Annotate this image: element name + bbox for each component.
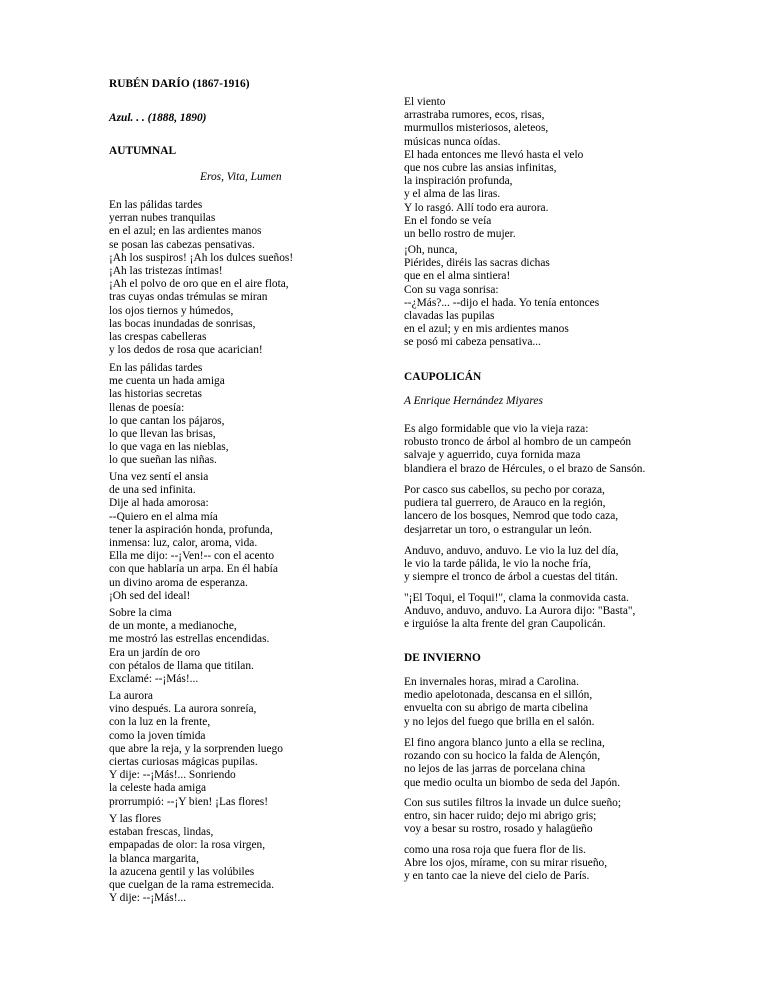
- stanza: [404, 797, 621, 837]
- verse-line: rozando con su hocico la falda de Alençón,: [404, 750, 601, 763]
- verse-line: que nos cubre las ansias infinitas,: [404, 162, 557, 175]
- stanza: [109, 690, 283, 809]
- stanza: [404, 96, 583, 241]
- book-heading: Azul. . . (1888, 1890): [109, 112, 207, 124]
- stanza: [109, 362, 229, 468]
- verse-line: envuelta con su abrigo de marta cibelina: [404, 702, 589, 715]
- verse-line: La aurora: [109, 690, 153, 702]
- stanza: [404, 423, 645, 476]
- verse-line: Por casco sus cabellos, su pecho por coraza,: [404, 484, 605, 496]
- verse-line: la inspiración profunda,: [404, 175, 513, 188]
- dedication-caupolican: A Enrique Hernández Miyares: [404, 395, 543, 407]
- verse-line: medio apelotonada, descansa en el sillón,: [404, 689, 593, 702]
- verse-line: Sobre la cima: [109, 607, 172, 619]
- verse-line: le vio la tarde pálida, le vio la noche fría,: [404, 558, 591, 571]
- verse-line: desjarretar un toro, o estrangular un león.: [404, 523, 592, 536]
- dedication-autumnal: Eros, Vita, Lumen: [200, 171, 282, 183]
- verse-line: --Quiero en el alma mía: [109, 510, 218, 523]
- verse-line: Dije al hada amorosa:: [109, 497, 209, 510]
- verse-line: Anduvo, anduvo, anduvo. Le vio la luz del día,: [404, 545, 619, 557]
- verse-line: Una vez sentí el ansia: [109, 471, 209, 483]
- verse-line: lancero de los bosques, Nemrod que todo caza,: [404, 510, 619, 523]
- verse-line: estaban frescas, lindas,: [109, 826, 214, 839]
- verse-line: y no lejos del fuego que brilla en el salón.: [404, 715, 595, 728]
- verse-line: lo que vaga en las nieblas,: [109, 441, 229, 454]
- verse-line: lo que sueñan las niñas.: [109, 454, 217, 467]
- verse-line: "¡El Toqui, el Toqui!", clama la conmovida casta.: [404, 592, 629, 604]
- stanza: [404, 592, 635, 632]
- verse-line: la blanca margarita,: [109, 852, 199, 865]
- stanza: [404, 676, 594, 729]
- verse-line: que en el alma sintiera!: [404, 270, 511, 283]
- verse-line: voy a besar su rostro, rosado y halagüeño: [404, 823, 593, 836]
- stanza: [404, 737, 620, 790]
- verse-line: Era un jardín de oro: [109, 646, 201, 659]
- verse-line: En el fondo se veía: [404, 214, 492, 227]
- verse-line: tras cuyas ondas trémulas se miran: [109, 291, 268, 304]
- verse-line: y en tanto cae la nieve del cielo de París.: [404, 870, 590, 883]
- verse-line: Abre los ojos, mírame, con su mirar risueño,: [404, 857, 608, 870]
- stanza: [404, 484, 618, 537]
- verse-line: prorrumpió: --¡Y bien! ¡Las flores!: [109, 795, 268, 808]
- stanza: [109, 607, 269, 686]
- verse-line: ¡Oh sed del ideal!: [109, 589, 191, 602]
- stanza: [109, 813, 274, 905]
- verse-line: Anduvo, anduvo, anduvo. La Aurora dijo: "Basta",: [404, 605, 636, 618]
- verse-line: lo que llevan las brisas,: [109, 428, 216, 441]
- verse-line: de un monte, a medianoche,: [109, 620, 237, 633]
- verse-line: que cuelgan de la rama estremecida.: [109, 879, 275, 892]
- verse-line: la azucena gentil y las volúbiles: [109, 865, 255, 878]
- verse-line: Con su vaga sonrisa:: [404, 283, 499, 296]
- verse-line: la celeste hada amiga: [109, 782, 207, 795]
- verse-line: tener la aspiración honda, profunda,: [109, 523, 273, 536]
- verse-line: llenas de poesía:: [109, 401, 185, 414]
- verse-line: El hada entonces me llevó hasta el velo: [404, 148, 584, 161]
- verse-line: Y las flores: [109, 813, 162, 825]
- verse-line: El viento: [404, 96, 446, 108]
- verse-line: un bello rostro de mujer.: [404, 228, 516, 241]
- stanza: [404, 844, 607, 884]
- verse-line: con que hablaría un arpa. En él había: [109, 563, 278, 576]
- verse-line: Y dije: --¡Más!...: [109, 892, 187, 905]
- verse-line: ¡Ah los suspiros! ¡Ah los dulces sueños!: [109, 251, 294, 264]
- verse-line: las historias secretas: [109, 388, 202, 401]
- verse-line: empapadas de olor: la rosa virgen,: [109, 839, 266, 852]
- stanza: [404, 244, 599, 350]
- verse-line: El fino angora blanco junto a ella se reclina,: [404, 737, 605, 749]
- verse-line: músicas nunca oídas.: [404, 135, 501, 148]
- verse-line: como la joven tímida: [109, 729, 206, 742]
- verse-line: Ella me dijo: --¡Ven!-- con el acento: [109, 550, 275, 563]
- verse-line: en el azul; y en mis ardientes manos: [404, 323, 569, 336]
- verse-line: con pétalos de llama que titilan.: [109, 659, 254, 672]
- verse-line: no lejos de las jarras de porcelana china: [404, 763, 586, 776]
- verse-line: --¿Más?... --dijo el hada. Yo tenía entonces: [404, 296, 600, 309]
- verse-line: las crespas cabelleras: [109, 331, 207, 344]
- verse-line: vino después. La aurora sonreía,: [109, 703, 257, 716]
- verse-line: los ojos tiernos y húmedos,: [109, 304, 234, 317]
- verse-line: me mostró las estrellas encendidas.: [109, 633, 270, 646]
- verse-line: blandiera el brazo de Hércules, o el brazo de Sansón.: [404, 462, 646, 475]
- verse-line: de una sed infinita.: [109, 484, 196, 497]
- verse-line: entro, sin hacer ruido; dejo mi abrigo gris;: [404, 810, 597, 823]
- verse-line: ciertas curiosas mágicas pupilas.: [109, 756, 258, 769]
- verse-line: como una rosa roja que fuera flor de lis.: [404, 844, 586, 856]
- verse-line: pudiera tal guerrero, de Arauco en la región,: [404, 497, 606, 510]
- verse-line: que abre la reja, y la sorprenden luego: [109, 742, 283, 755]
- verse-line: Y lo rasgó. Allí todo era aurora.: [404, 201, 549, 214]
- verse-line: y los dedos de rosa que acarician!: [109, 344, 263, 357]
- verse-line: se posan las cabezas pensativas.: [109, 238, 255, 251]
- verse-line: ¡Ah el polvo de oro que en el aire flota,: [109, 278, 289, 291]
- verse-line: robusto tronco de árbol al hombro de un campeón: [404, 436, 632, 449]
- verse-line: Es algo formidable que vio la vieja raza:: [404, 423, 589, 435]
- verse-line: y siempre el tronco de árbol a cuestas del titán.: [404, 571, 618, 584]
- stanza: [109, 199, 293, 357]
- verse-line: Y dije: --¡Más!... Sonriendo: [109, 769, 236, 782]
- verse-line: que medio oculta un biombo de seda del Japón.: [404, 776, 621, 789]
- verse-line: inmensa: luz, calor, aroma, vida.: [109, 537, 258, 550]
- verse-line: arrastraba rumores, ecos, risas,: [404, 109, 545, 122]
- stanza: [109, 471, 278, 603]
- verse-line: e irguióse la alta frente del gran Caupolicán.: [404, 618, 606, 631]
- verse-line: un divino aroma de esperanza.: [109, 576, 248, 589]
- verse-line: yerran nubes tranquilas: [109, 212, 216, 225]
- stanza: [404, 545, 618, 585]
- verse-line: las bocas inundadas de sonrisas,: [109, 317, 256, 330]
- author-heading: RUBÉN DARÍO (1867-1916): [109, 78, 250, 90]
- verse-line: ¡Ah las tristezas íntimas!: [109, 265, 223, 278]
- verse-line: Piérides, diréis las sacras dichas: [404, 257, 550, 270]
- poem-title-autumnal: AUTUMNAL: [109, 145, 177, 157]
- verse-line: con la luz en la frente,: [109, 716, 211, 729]
- verse-line: En las pálidas tardes: [109, 362, 203, 374]
- verse-line: ¡Oh, nunca,: [404, 244, 458, 256]
- verse-line: y el alma de las liras.: [404, 188, 501, 201]
- verse-line: En las pálidas tardes: [109, 199, 203, 211]
- verse-line: en el azul; en las ardientes manos: [109, 225, 262, 238]
- verse-line: En invernales horas, mirad a Carolina.: [404, 676, 579, 688]
- verse-line: Con sus sutiles filtros la invade un dulce sueño;: [404, 797, 622, 809]
- verse-line: Exclamé: --¡Más!...: [109, 673, 199, 686]
- verse-line: me cuenta un hada amiga: [109, 375, 225, 388]
- verse-line: murmullos misteriosos, aleteos,: [404, 122, 549, 135]
- verse-line: lo que cantan los pájaros,: [109, 414, 225, 427]
- verse-line: clavadas las pupilas: [404, 310, 495, 323]
- verse-line: salvaje y aguerrido, cuya fornida maza: [404, 449, 581, 462]
- poem-title-de-invierno: DE INVIERNO: [404, 652, 481, 664]
- poem-title-caupolican: CAUPOLICÁN: [404, 371, 482, 383]
- verse-line: se posó mi cabeza pensativa...: [404, 336, 541, 349]
